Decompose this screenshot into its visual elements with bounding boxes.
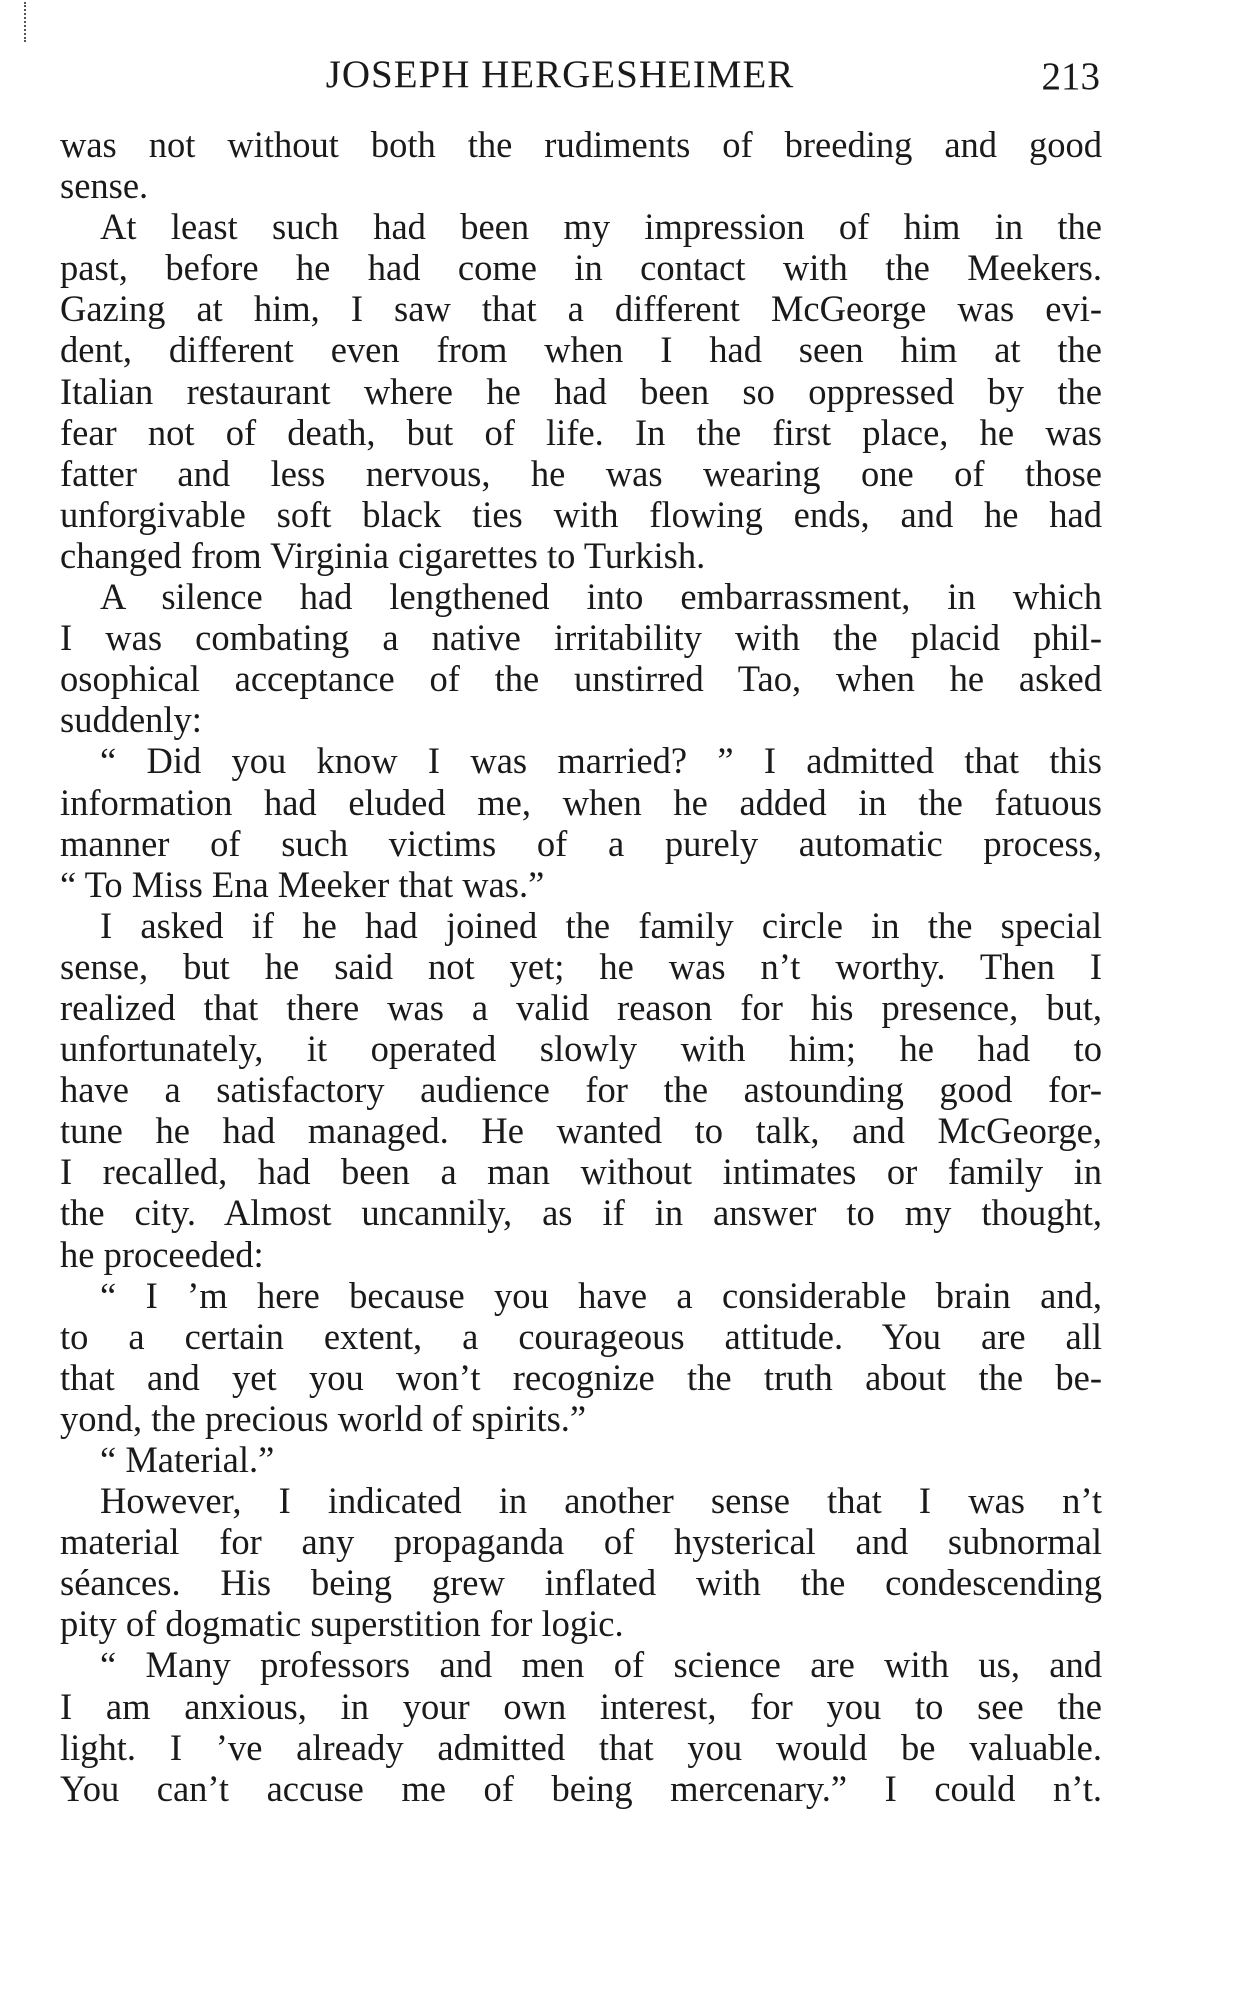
text-line: manner of such victims of a purely automatic process, xyxy=(60,822,1102,864)
text-line: light. I ’ve already admitted that you would be valuable. xyxy=(60,1726,1102,1768)
text-line: Gazing at him, I saw that a different McGeorge was evi- xyxy=(60,288,1102,330)
text-line: was not without both the rudiments of breeding and good xyxy=(60,124,1102,165)
text-line: that and yet you won’t recognize the truth about the be- xyxy=(60,1356,1102,1398)
text-line: unforgivable soft black ties with flowing ends, and he had xyxy=(60,493,1102,535)
text-line: information had eluded me, when he added in the fatuous xyxy=(60,781,1102,823)
text-line: I asked if he had joined the family circle in the special xyxy=(100,904,1102,946)
text-line: séances. His being grew inflated with the condescending xyxy=(60,1562,1102,1604)
text-line: osophical acceptance of the unstirred Tao, when he asked xyxy=(60,658,1102,700)
text-line: “ I ’m here because you have a considerable brain and, xyxy=(100,1274,1102,1316)
text-line: “ Did you know I was married? ” I admitted that this xyxy=(100,740,1102,782)
text-line: “ Material.” xyxy=(100,1439,275,1480)
text-line: he proceeded: xyxy=(60,1233,264,1275)
text-line: unfortunately, it operated slowly with him; he had to xyxy=(60,1028,1102,1070)
body-text xyxy=(60,124,1102,1809)
text-line: At least such had been my impression of him in the xyxy=(100,206,1102,248)
text-line: A silence had lengthened into embarrassment, in which xyxy=(100,576,1102,618)
text-line: I am anxious, in your own interest, for you to see the xyxy=(60,1685,1102,1727)
text-line: to a certain extent, a courageous attitude. You are all xyxy=(60,1315,1102,1357)
text-line: You can’t accuse me of being mercenary.” I could n’t. xyxy=(60,1767,1102,1809)
text-line: However, I indicated in another sense that I was n’t xyxy=(100,1480,1102,1522)
text-line: dent, different even from when I had seen him at the xyxy=(60,329,1102,371)
text-line: “ Many professors and men of science are with us, and xyxy=(100,1644,1102,1686)
text-line: the city. Almost uncannily, as if in answer to my thought, xyxy=(60,1192,1102,1234)
page-number: 213 xyxy=(1041,55,1100,98)
text-line: suddenly: xyxy=(60,699,202,741)
text-line: I recalled, had been a man without intimates or family in xyxy=(60,1151,1102,1193)
margin-mark xyxy=(24,2,29,42)
text-line: sense. xyxy=(60,165,149,207)
text-line: tune he had managed. He wanted to talk, and McGeorge, xyxy=(60,1110,1102,1152)
text-line: have a satisfactory audience for the astounding good for- xyxy=(60,1069,1102,1111)
text-line: material for any propaganda of hysterical and subnormal xyxy=(60,1521,1102,1563)
text-line: sense, but he said not yet; he was n’t worthy. Then I xyxy=(60,945,1102,987)
text-line: fatter and less nervous, he was wearing one of those xyxy=(60,452,1102,494)
text-line: past, before he had come in contact with the Meekers. xyxy=(60,247,1102,289)
text-line: pity of dogmatic superstition for logic. xyxy=(60,1603,624,1645)
text-line: Italian restaurant where he had been so oppressed by the xyxy=(60,370,1102,412)
text-line: fear not of death, but of life. In the first place, he was xyxy=(60,411,1102,453)
text-line: realized that there was a valid reason for his presence, but, xyxy=(60,986,1102,1028)
text-line: yond, the precious world of spirits.” xyxy=(60,1397,587,1439)
running-title: JOSEPH HERGESHEIMER xyxy=(325,53,795,96)
text-line: changed from Virginia cigarettes to Turkish. xyxy=(60,534,706,576)
text-line: I was combating a native irritability with the placid phil- xyxy=(60,617,1102,659)
text-line: “ To Miss Ena Meeker that was.” xyxy=(60,863,545,905)
